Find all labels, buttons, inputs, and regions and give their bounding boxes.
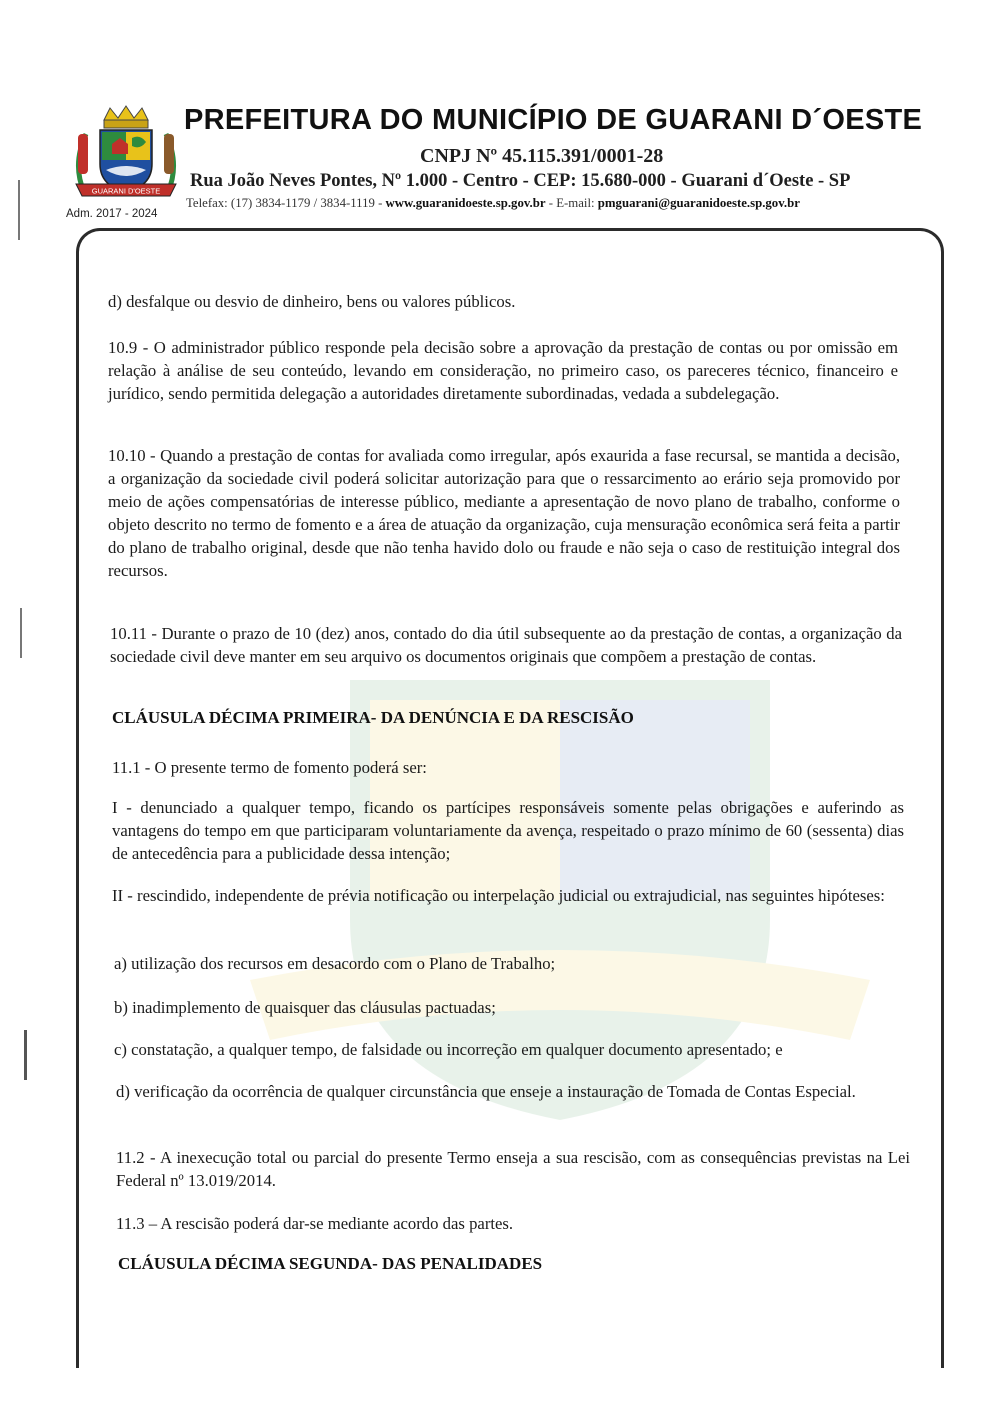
cnpj-line: CNPJ Nº 45.115.391/0001-28 — [420, 145, 664, 167]
paragraph-10-9: 10.9 - O administrador público responde pela decisão sobre a aprovação da prestação de contas ou por omissão em relação à análise de seu conteúdo, levando em consideração, no primeiro caso, os pareceres técnico, financeiro e jurídico, sendo permitida delegação a autoridades diretamente subordinadas, vedada a subdelegação. — [108, 338, 898, 403]
administration-period: Adm. 2017 - 2024 — [66, 208, 158, 220]
paragraph-item-II: II - rescindido, independente de prévia notificação ou interpelação judicial ou extrajudicial, nas seguintes hipóteses: — [112, 886, 885, 905]
paragraph-item-c: c) constatação, a qualquer tempo, de falsidade ou incorreção em qualquer documento apresentado; e — [114, 1040, 783, 1059]
paragraph-11-2: 11.2 - A inexecução total ou parcial do presente Termo enseja a sua rescisão, com as consequências previstas na Lei Federal nº 13.019/2014. — [116, 1148, 910, 1190]
paragraph-11-3: 11.3 – A rescisão poderá dar-se mediante acordo das partes. — [116, 1214, 514, 1233]
paragraph-10-11: 10.11 - Durante o prazo de 10 (dez) anos, contado do dia útil subsequente ao da prestação de contas, a organização da sociedade civil deve manter em seu arquivo os documentos originais que compõem a prestação de contas. — [110, 624, 902, 666]
telefax-text: Telefax: (17) 3834-1179 / 3834-1119 - — [186, 196, 386, 210]
address-line: Rua João Neves Pontes, Nº 1.000 - Centro - CEP: 15.680-000 - Guarani d´Oeste - SP — [190, 171, 851, 191]
website-link[interactable]: www.guaranidoeste.sp.gov.br — [385, 196, 546, 210]
paragraph-item-I: I - denunciado a qualquer tempo, ficando os partícipes responsáveis somente pelas obrigações e auferindo as vantagens do tempo em que participaram voluntariamente da avença, respeitado o prazo mínimo de 60 (sessenta) dias de antecedência para a publicidade dessa intenção; — [112, 798, 904, 863]
section-heading-12: CLÁUSULA DÉCIMA SEGUNDA- DAS PENALIDADES — [118, 1254, 543, 1273]
paragraph-item-b: b) inadimplemento de quaisquer das cláusulas pactuadas; — [114, 998, 496, 1017]
paragraph-item-a: a) utilização dos recursos em desacordo com o Plano de Trabalho; — [114, 954, 556, 973]
paragraph-11-1: 11.1 - O presente termo de fomento poderá ser: — [112, 758, 427, 777]
paragraph-10-10: 10.10 - Quando a prestação de contas for avaliada como irregular, após exaurida a fase recursal, se mantida a decisão, a organização da sociedade civil poderá solicitar autorização para que o ressarcimento ao erário seja promovido por meio de ações compensatórias de interesse público, mediante a apresentação de novo plano de trabalho, conforme o objeto descrito no termo de fomento e a área de atuação da organização, cuja mensuração econômica será feita a partir do plano de trabalho original, desde que não tenha havido dolo ou fraude e não seja o caso de restituição integral dos recursos. — [108, 446, 900, 580]
paragraph-item-d: d) desfalque ou desvio de dinheiro, bens ou valores públicos. — [108, 292, 516, 311]
email-link[interactable]: pmguarani@guaranidoeste.sp.gov.br — [597, 196, 800, 210]
paragraph-item-d2: d) verificação da ocorrência de qualquer circunstância que enseje a instauração de Tomada de Contas Especial. — [116, 1082, 856, 1101]
municipality-title: PREFEITURA DO MUNICÍPIO DE GUARANI D´OESTE — [184, 104, 923, 136]
svg-text:GUARANI D'OESTE: GUARANI D'OESTE — [91, 186, 161, 196]
section-heading-11: CLÁUSULA DÉCIMA PRIMEIRA- DA DENÚNCIA E DA RESCISÃO — [112, 708, 634, 727]
email-label: - E-mail: — [545, 196, 598, 210]
